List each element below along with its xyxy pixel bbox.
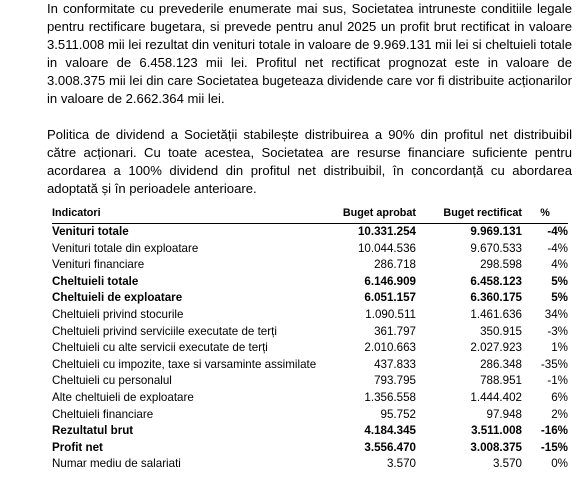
row-rectified-value: 97.948 (486, 407, 522, 421)
row-percent-change: -15% (540, 440, 568, 454)
row-percent-change: -3% (547, 324, 568, 338)
table-row (52, 357, 568, 374)
row-approved-value: 1.090.511 (365, 307, 416, 321)
table-row (52, 290, 568, 307)
table-row (52, 224, 568, 241)
table-row (52, 407, 568, 424)
row-rectified-value: 2.027.923 (470, 341, 522, 355)
row-approved-value: 3.570 (386, 457, 416, 471)
header-indicators: Indicatori (52, 205, 314, 224)
table-row (52, 390, 568, 407)
row-approved-value: 6.051.157 (364, 291, 416, 305)
row-approved-value: 286.718 (374, 258, 416, 272)
row-approved-value: 2.010.663 (364, 341, 416, 355)
row-rectified-value: 3.008.375 (470, 440, 522, 454)
budget-table-body (52, 224, 568, 473)
table-row (52, 241, 568, 258)
table-header-row (52, 205, 568, 224)
row-label: Cheltuieli privind stocurile (52, 307, 184, 321)
header-rectified-budget: Buget rectificat (416, 205, 522, 224)
row-approved-value: 361.797 (374, 324, 416, 338)
row-rectified-value: 788.951 (480, 374, 522, 388)
paragraph-budget-rectification: In conformitate cu prevederile enumerate mai sus, Societatea intruneste conditiile legale pentru rectificare bugetara, si prevede pentru anul 2025 un profit brut rectificat in valoare 3.511.008 mii lei rezultat din venituri totale in valoare de 9.969.131 mii lei si cheltuieli totale in valoare de 6.458.123 mii lei. Profitul net rectificat prognozat este in valoare de 3.008.375 mii lei din care Societatea bugeteaza dividende care vor fi distribuite acționarilor in valoare de 2.662.364 mii lei. (47, 1, 572, 107)
table-row (52, 373, 568, 390)
header-approved-budget: Buget aprobat (314, 205, 416, 224)
table-row (52, 257, 568, 274)
budget-table (52, 205, 568, 473)
row-approved-value: 437.833 (374, 357, 416, 371)
row-label: Venituri financiare (52, 258, 145, 272)
row-percent-change: 0% (551, 457, 568, 471)
row-rectified-value: 9.969.131 (470, 225, 522, 238)
row-percent-change: 2% (551, 407, 568, 421)
row-rectified-value: 6.458.123 (470, 274, 522, 288)
row-rectified-value: 350.915 (480, 324, 522, 338)
row-rectified-value: 3.570 (492, 457, 522, 471)
row-approved-value: 4.184.345 (364, 424, 416, 438)
row-percent-change: 34% (544, 307, 568, 321)
row-rectified-value: 9.670.533 (470, 241, 522, 255)
table-row (52, 340, 568, 357)
row-label: Cheltuieli cu personalul (52, 374, 172, 388)
row-rectified-value: 298.598 (480, 258, 522, 272)
row-approved-value: 3.556.470 (364, 440, 416, 454)
row-label: Venituri totale (52, 225, 129, 238)
row-rectified-value: 1.444.402 (470, 390, 522, 404)
row-label: Numar mediu de salariati (52, 457, 181, 471)
row-percent-change: -35% (540, 357, 568, 371)
paragraph-dividend-policy: Politica de dividend a Societății stabilește distribuirea a 90% din profitul net distribuibil către acționari. Cu toate acestea, Societatea are resurse financiare suficiente pentru acordarea a 100% dividend din profitul net distribuibil, în concordanță cu abordarea adoptată și în perioadele anterioare. (47, 127, 572, 197)
row-approved-value: 10.044.536 (357, 241, 416, 255)
row-label: Cheltuieli privind serviciile executate de terți (52, 324, 277, 338)
row-label: Profit net (52, 440, 103, 454)
header-percent-change: % (522, 205, 568, 224)
row-label: Cheltuieli cu impozite, taxe si varsaminte assimilate (52, 357, 317, 371)
row-percent-change: -16% (540, 424, 568, 438)
row-approved-value: 1.356.558 (364, 390, 416, 404)
table-row (52, 440, 568, 457)
row-label: Cheltuieli financiare (52, 407, 154, 421)
row-approved-value: 793.795 (374, 374, 416, 388)
table-row (52, 307, 568, 324)
row-percent-change: 5% (551, 291, 568, 305)
row-percent-change: 4% (551, 258, 568, 272)
row-percent-change: 5% (551, 274, 568, 288)
table-row (52, 274, 568, 291)
row-percent-change: -4% (547, 225, 568, 238)
row-approved-value: 10.331.254 (357, 225, 416, 238)
row-label: Alte cheltuieli de exploatare (52, 390, 194, 404)
row-label: Cheltuieli cu alte servicii executate de terți (52, 341, 268, 355)
row-percent-change: -1% (547, 374, 568, 388)
row-percent-change: -4% (547, 241, 568, 255)
row-percent-change: 6% (551, 390, 568, 404)
row-rectified-value: 6.360.175 (470, 291, 522, 305)
row-rectified-value: 286.348 (480, 357, 522, 371)
row-approved-value: 6.146.909 (364, 274, 416, 288)
row-rectified-value: 1.461.636 (470, 307, 522, 321)
row-label: Cheltuieli de exploatare (52, 291, 183, 305)
row-approved-value: 95.752 (380, 407, 416, 421)
row-label: Rezultatul brut (52, 424, 134, 438)
row-label: Venituri totale din exploatare (52, 241, 199, 255)
row-rectified-value: 3.511.008 (471, 424, 522, 438)
table-row (52, 456, 568, 473)
table-row (52, 423, 568, 440)
row-percent-change: 1% (551, 341, 568, 355)
table-row (52, 324, 568, 341)
row-label: Cheltuieli totale (52, 274, 139, 288)
